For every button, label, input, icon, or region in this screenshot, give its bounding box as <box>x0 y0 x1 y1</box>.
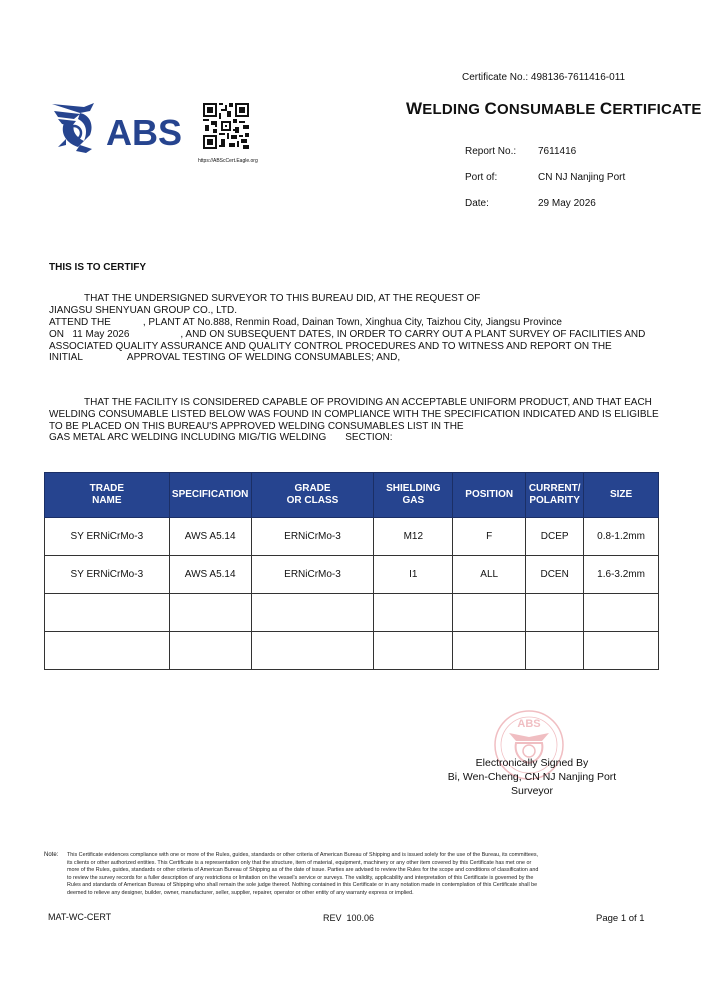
header-specification: SPECIFICATION <box>169 473 251 518</box>
date-label: Date: <box>465 198 489 209</box>
table-cell: 0.8-1.2mm <box>584 518 659 556</box>
table-cell <box>453 632 526 670</box>
report-no-value: 7611416 <box>538 146 577 157</box>
table-cell <box>45 594 170 632</box>
para1-line4: ON 11 May 2026 , AND ON SUBSEQUENT DATES, IN ORDER TO CARRY OUT A PLANT SURVEY OF FACILITIES AND <box>49 329 646 340</box>
table-cell <box>374 594 453 632</box>
table-cell: SY ERNiCrMo-3 <box>45 556 170 594</box>
table-cell <box>584 594 659 632</box>
surveyor-title: Surveyor <box>510 785 553 797</box>
para1-line3: ATTEND THE , PLANT AT No.888, Renmin Road, Dainan Town, Xinghua City, Taizhou City, Jiangsu Province <box>49 317 562 328</box>
document-title: WELDING CONSUMABLE CERTIFICATE <box>406 99 702 118</box>
legal-note: This Certificate evidences compliance with one or more of the Rules, guides, standards or other criteria of American Bureau of Shipping and is issued solely for the use of the Bureau, its committees, its clients or other authorized entities. This Certificate is a representation only that the structure, item of material, equipment, machinery or any other item covered by this Certificate has met one or more of the Rules, guides, standards or other criteria of American Bureau of Shipping as of the date of issue. Parties are advised to review the Rules for the scope and conditions of classification and to review the survey records for a fuller description of any restrictions or limitation on the vessel's service or surveys. The validity, applicability and interpretation of this Certificate is governed by the Rules and standards of American Bureau of Shipping who shall remain the sole judge thereof. Nothing contained in this Certificate or in any notation made in contemplation of this Certificate shall be deemed to relieve any designer, builder, owner, manufacturer, seller, supplier, repairer, operator or other entity of any warranty express or implied. <box>67 852 539 896</box>
table-cell: SY ERNiCrMo-3 <box>45 518 170 556</box>
table-header-row <box>45 473 659 518</box>
table-cell: DCEN <box>526 556 584 594</box>
table-cell: DCEP <box>526 518 584 556</box>
surveyor-name: Bi, Wen-Cheng, CN NJ Nanjing Port <box>447 771 617 783</box>
abs-logo <box>50 101 190 157</box>
para2-line1: THAT THE FACILITY IS CONSIDERED CAPABLE OF PROVIDING AN ACCEPTABLE UNIFORM PRODUCT, AND THAT EACH <box>84 397 652 408</box>
signature-line1: Electronically Signed By <box>475 757 589 769</box>
port-value: CN NJ Nanjing Port <box>538 172 626 183</box>
table-cell: I1 <box>374 556 453 594</box>
qr-code-icon <box>203 103 249 149</box>
header-trade-name: TRADE NAME <box>45 473 170 518</box>
table-cell <box>251 594 374 632</box>
table-row <box>45 594 659 632</box>
table-row <box>45 556 659 594</box>
certificate-number-value: 498136-7611416-011 <box>530 72 626 83</box>
table-cell <box>169 594 251 632</box>
port-label: Port of: <box>465 172 498 183</box>
table-cell <box>169 632 251 670</box>
svg-text:ABS: ABS <box>517 718 541 730</box>
table-cell <box>526 594 584 632</box>
table-cell: ALL <box>453 556 526 594</box>
table-cell <box>526 632 584 670</box>
certify-heading: THIS IS TO CERTIFY <box>49 262 147 273</box>
table-cell: AWS A5.14 <box>169 556 251 594</box>
header-shielding-gas: SHIELDING GAS <box>374 473 453 518</box>
certificate-number <box>462 72 625 83</box>
note-label: Note: <box>44 852 59 858</box>
certificate-number-label: Certificate No.: <box>462 72 529 83</box>
form-id: MAT-WC-CERT <box>48 912 112 922</box>
para2-line2: WELDING CONSUMABLE LISTED BELOW WAS FOUND IN COMPLIANCE WITH THE SPECIFICATION INDICATED AND IS ELIGIBLE <box>49 409 659 420</box>
client-name: JIANGSU SHENYUAN GROUP CO., LTD. <box>49 305 237 316</box>
table-row <box>45 518 659 556</box>
header-grade: GRADE OR CLASS <box>251 473 374 518</box>
header-position: POSITION <box>453 473 526 518</box>
qr-code[interactable] <box>203 103 249 149</box>
revision: REV 100.06 <box>323 913 375 923</box>
para2-line4: GAS METAL ARC WELDING INCLUDING MIG/TIG WELDING SECTION: <box>49 432 393 443</box>
table-cell: F <box>453 518 526 556</box>
table-cell: 1.6-3.2mm <box>584 556 659 594</box>
report-no-label: Report No.: <box>465 146 517 157</box>
table-cell: M12 <box>374 518 453 556</box>
eagle-icon <box>50 101 190 157</box>
svg-text:ABS: ABS <box>106 112 183 153</box>
header-size: SIZE <box>584 473 659 518</box>
qr-url: https://ABScCert.Eagle.org <box>198 158 258 164</box>
consumables-table <box>44 472 659 670</box>
table-cell: ERNiCrMo-3 <box>251 518 374 556</box>
table-row <box>45 632 659 670</box>
table-cell <box>584 632 659 670</box>
table-cell <box>453 594 526 632</box>
table-cell <box>251 632 374 670</box>
para1-line5: ASSOCIATED QUALITY ASSURANCE AND QUALITY CONTROL PROCEDURES AND TO WITNESS AND REPORT ON THE <box>49 341 612 352</box>
table-cell <box>45 632 170 670</box>
table-cell: ERNiCrMo-3 <box>251 556 374 594</box>
date-value: 29 May 2026 <box>538 198 596 209</box>
para1-line1: THAT THE UNDERSIGNED SURVEYOR TO THIS BUREAU DID, AT THE REQUEST OF <box>84 293 481 304</box>
header-current-polarity: CURRENT/ POLARITY <box>526 473 584 518</box>
para2-line3: TO BE PLACED ON THIS BUREAU'S APPROVED WELDING CONSUMABLES LIST IN THE <box>49 421 464 432</box>
para1-line6: INITIAL APPROVAL TESTING OF WELDING CONSUMABLES; AND, <box>49 352 401 363</box>
page-number: Page 1 of 1 <box>596 913 645 924</box>
table-cell: AWS A5.14 <box>169 518 251 556</box>
table-cell <box>374 632 453 670</box>
